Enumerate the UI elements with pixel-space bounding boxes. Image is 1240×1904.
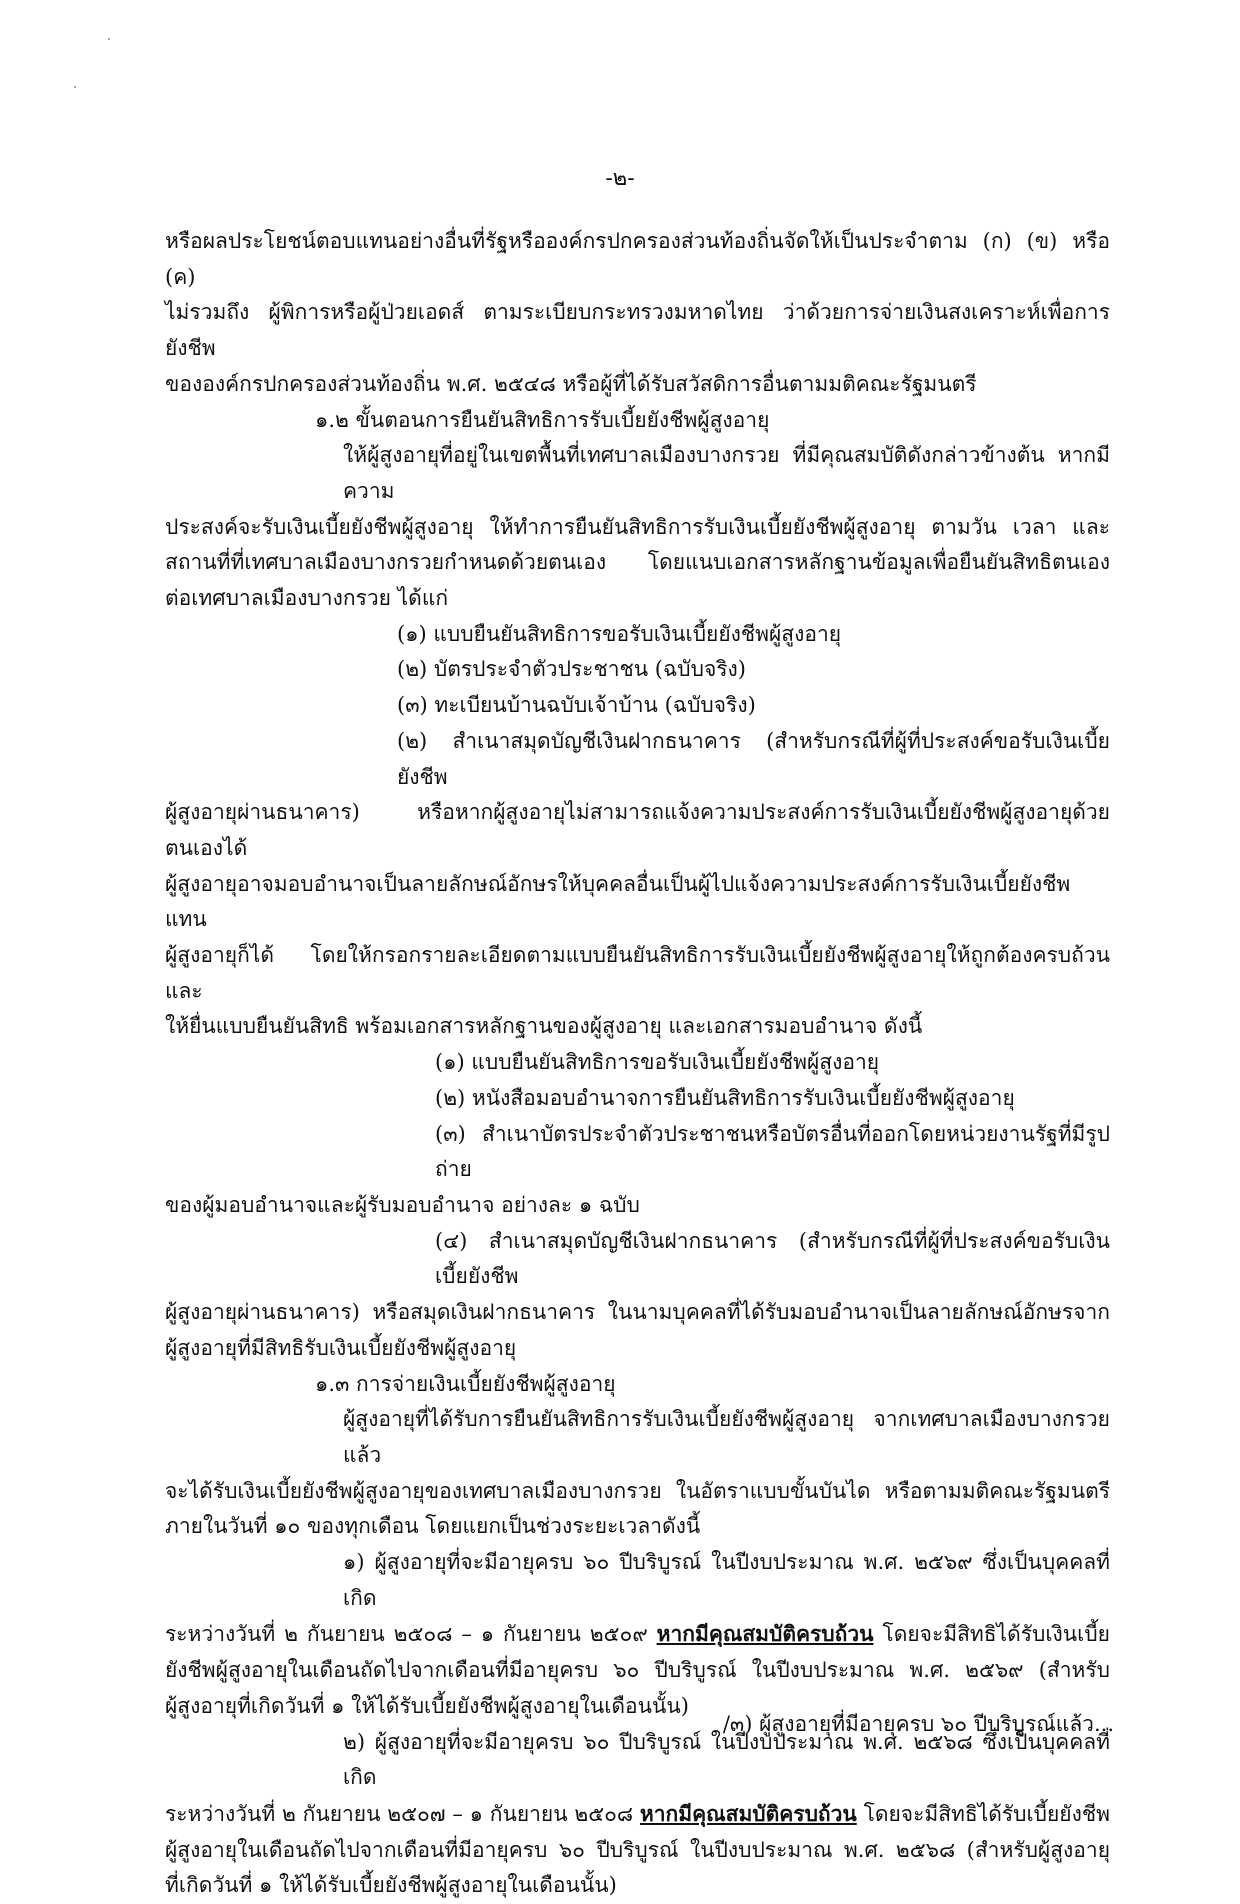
paragraph-line <box>165 1796 1110 1833</box>
scan-speck <box>108 38 110 40</box>
paragraph-line: จะได้รับเงินเบี้ยยังชีพผู้สูงอายุของเทศบาลเมืองบางกรวย ในอัตราแบบขั้นบันได หรือตามมติคณะรัฐมนตรี <box>165 1478 1110 1503</box>
text-run: โดยจะมีสิทธิได้รับเงินเบี้ย <box>882 1622 1110 1647</box>
paragraph-line: ผู้สูงอายุที่มีสิทธิรับเงินเบี้ยยังชีพผู้สูงอายุ <box>165 1335 517 1360</box>
paragraph-line: ผู้สูงอายุที่เกิดวันที่ ๑ ให้ได้รับเบี้ยยังชีพผู้สูงอายุในเดือนนั้น) <box>165 1693 689 1718</box>
list-item: (๑) แบบยืนยันสิทธิการขอรับเงินเบี้ยยังชีพผู้สูงอายุ <box>435 1050 880 1075</box>
list-item: (๓) ทะเบียนบ้านฉบับเจ้าบ้าน (ฉบับจริง) <box>397 693 756 718</box>
paragraph-line: ผู้สูงอายุที่ได้รับการยืนยันสิทธิการรับเงินเบี้ยยังชีพผู้สูงอายุ จากเทศบาลเมืองบางกรวยแล้ว <box>343 1407 1110 1467</box>
paragraph-line: ผู้สูงอายุผ่านธนาคาร) หรือสมุดเงินฝากธนาคาร ในนามบุคคลที่ได้รับมอบอำนาจเป็นลายลักษณ์อักษรจาก <box>165 1300 1110 1325</box>
paragraph-line: ผู้สูงอายุผ่านธนาคาร) หรือหากผู้สูงอายุไม่สามารถแจ้งความประสงค์การรับเงินเบี้ยยังชีพผู้สูงอายุด้วยตนเองได้ <box>165 800 1110 860</box>
list-item: (๓) สำเนาบัตรประจำตัวประชาชนหรือบัตรอื่นที่ออกโดยหน่วยงานรัฐที่มีรูปถ่าย <box>435 1121 1110 1182</box>
paragraph-line: ภายในวันที่ ๑๐ ของทุกเดือน โดยแยกเป็นช่วงระยะเวลาดังนี้ <box>165 1514 701 1539</box>
list-item: (๔) สำเนาสมุดบัญชีเงินฝากธนาคาร (สำหรับกรณีที่ผู้ที่ประสงค์ขอรับเงินเบี้ยยังชีพ <box>435 1228 1110 1289</box>
list-item: (๒) หนังสือมอบอำนาจการยืนยันสิทธิการรับเงินเบี้ยยังชีพผู้สูงอายุ <box>435 1085 1015 1110</box>
paragraph-line: ผู้สูงอายุอาจมอบอำนาจเป็นลายลักษณ์อักษรให้บุคคลอื่นเป็นผู้ไปแจ้งความประสงค์การรับเงินเบี้ยยังชีพแทน <box>165 871 1071 932</box>
paragraph-line: ให้ยื่นแบบยืนยันสิทธิ พร้อมเอกสารหลักฐานของผู้สูงอายุ และเอกสารมอบอำนาจ ดังนี้ <box>165 1014 923 1039</box>
list-item: (๒) สำเนาสมุดบัญชีเงินฝากธนาคาร (สำหรับกรณีที่ผู้ที่ประสงค์ขอรับเงินเบี้ยยังชีพ <box>397 728 1110 789</box>
paragraph-line: ให้ผู้สูงอายุที่อยู่ในเขตพื้นที่เทศบาลเมืองบางกรวย ที่มีคุณสมบัติดังกล่าวข้างต้น หากมีความ <box>343 443 1110 503</box>
list-item: (๒) บัตรประจำตัวประชาชน (ฉบับจริง) <box>397 657 746 682</box>
continuation-footer: /๓) ผู้สูงอายุที่มีอายุครบ ๖๐ ปีบริบูรณ์แล้ว... <box>722 1712 1114 1736</box>
paragraph-line: ยังชีพผู้สูงอายุในเดือนถัดไปจากเดือนที่มีอายุครบ ๖๐ ปีบริบูรณ์ ในปีงบประมาณ พ.ศ. ๒๕๖๙ (สำหรับ <box>165 1658 1110 1683</box>
document-body <box>165 224 1110 1904</box>
paragraph-line: ผู้สูงอายุในเดือนถัดไปจากเดือนที่มีอายุครบ ๖๐ ปีบริบูรณ์ ในปีงบประมาณ พ.ศ. ๒๕๖๘ (สำหรับผู้สูงอายุ <box>165 1837 1110 1862</box>
page-number: -๒- <box>605 166 635 191</box>
section-heading: ๑.๓ การจ่ายเงินเบี้ยยังชีพผู้สูงอายุ <box>315 1371 616 1396</box>
scan-speck <box>74 86 76 88</box>
emphasis-underlined: หากมีคุณสมบัติครบถ้วน <box>656 1621 874 1647</box>
paragraph-line: ประสงค์จะรับเงินเบี้ยยังชีพผู้สูงอายุ ให้ทำการยืนยันสิทธิการรับเงินเบี้ยยังชีพผู้สูงอายุ ตามวัน เวลา และ <box>165 514 1110 539</box>
section-heading: ๑.๒ ขั้นตอนการยืนยันสิทธิการรับเบี้ยยังชีพผู้สูงอายุ <box>315 407 770 432</box>
text-run: ระหว่างวันที่ ๒ กันยายน ๒๕๐๗ – ๑ กันยายน ๒๕๐๘ <box>165 1801 634 1826</box>
paragraph-line: ไม่รวมถึง ผู้พิการหรือผู้ป่วยเอดส์ ตามระเบียบกระทรวงมหาดไทย ว่าด้วยการจ่ายเงินสงเคราะห์เพื่อการยังชีพ <box>165 300 1110 361</box>
text-run: โดยจะมีสิทธิได้รับเบี้ยยังชีพ <box>863 1801 1110 1826</box>
emphasis-underlined: หากมีคุณสมบัติครบถ้วน <box>639 1800 857 1826</box>
paragraph-line: ผู้สูงอายุก็ได้ โดยให้กรอกรายละเอียดตามแบบยืนยันสิทธิการรับเงินเบี้ยยังชีพผู้สูงอายุให้ถูกต้องครบถ้วนและ <box>165 943 1110 1003</box>
paragraph-line: ต่อเทศบาลเมืองบางกรวย ได้แก่ <box>165 586 449 611</box>
paragraph-line: สถานที่ที่เทศบาลเมืองบางกรวยกำหนดด้วยตนเอง โดยแนบเอกสารหลักฐานข้อมูลเพื่อยืนยันสิทธิตนเอง <box>165 550 1110 575</box>
paragraph-line: หรือผลประโยชน์ตอบแทนอย่างอื่นที่รัฐหรือองค์กรปกครองส่วนท้องถิ่นจัดให้เป็นประจำตาม (ก) (ข) หรือ (ค) <box>165 229 1110 289</box>
paragraph-line <box>165 1616 1110 1653</box>
paragraph-line: ๑) ผู้สูงอายุที่จะมีอายุครบ ๖๐ ปีบริบูรณ์ ในปีงบประมาณ พ.ศ. ๒๕๖๙ ซึ่งเป็นบุคคลที่เกิด <box>343 1550 1110 1610</box>
list-item: (๑) แบบยืนยันสิทธิการขอรับเงินเบี้ยยังชีพผู้สูงอายุ <box>397 621 842 646</box>
paragraph-line: ที่เกิดวันที่ ๑ ให้ได้รับเบี้ยยังชีพผู้สูงอายุในเดือนนั้น) <box>165 1873 617 1898</box>
paragraph-line: ของผู้มอบอำนาจและผู้รับมอบอำนาจ อย่างละ ๑ ฉบับ <box>165 1192 640 1217</box>
text-run: ระหว่างวันที่ ๒ กันยายน ๒๕๐๘ – ๑ กันยายน ๒๕๐๙ <box>165 1622 648 1647</box>
paragraph-line: ขององค์กรปกครองส่วนท้องถิ่น พ.ศ. ๒๕๔๘ หรือผู้ที่ได้รับสวัสดิการอื่นตามมติคณะรัฐมนตรี <box>165 371 977 396</box>
paragraph-line: ๒) ผู้สูงอายุที่จะมีอายุครบ ๖๐ ปีบริบูรณ์ ในปีงบประมาณ พ.ศ. ๒๕๖๘ ซึ่งเป็นบุคคลที่เกิด <box>343 1729 1110 1790</box>
